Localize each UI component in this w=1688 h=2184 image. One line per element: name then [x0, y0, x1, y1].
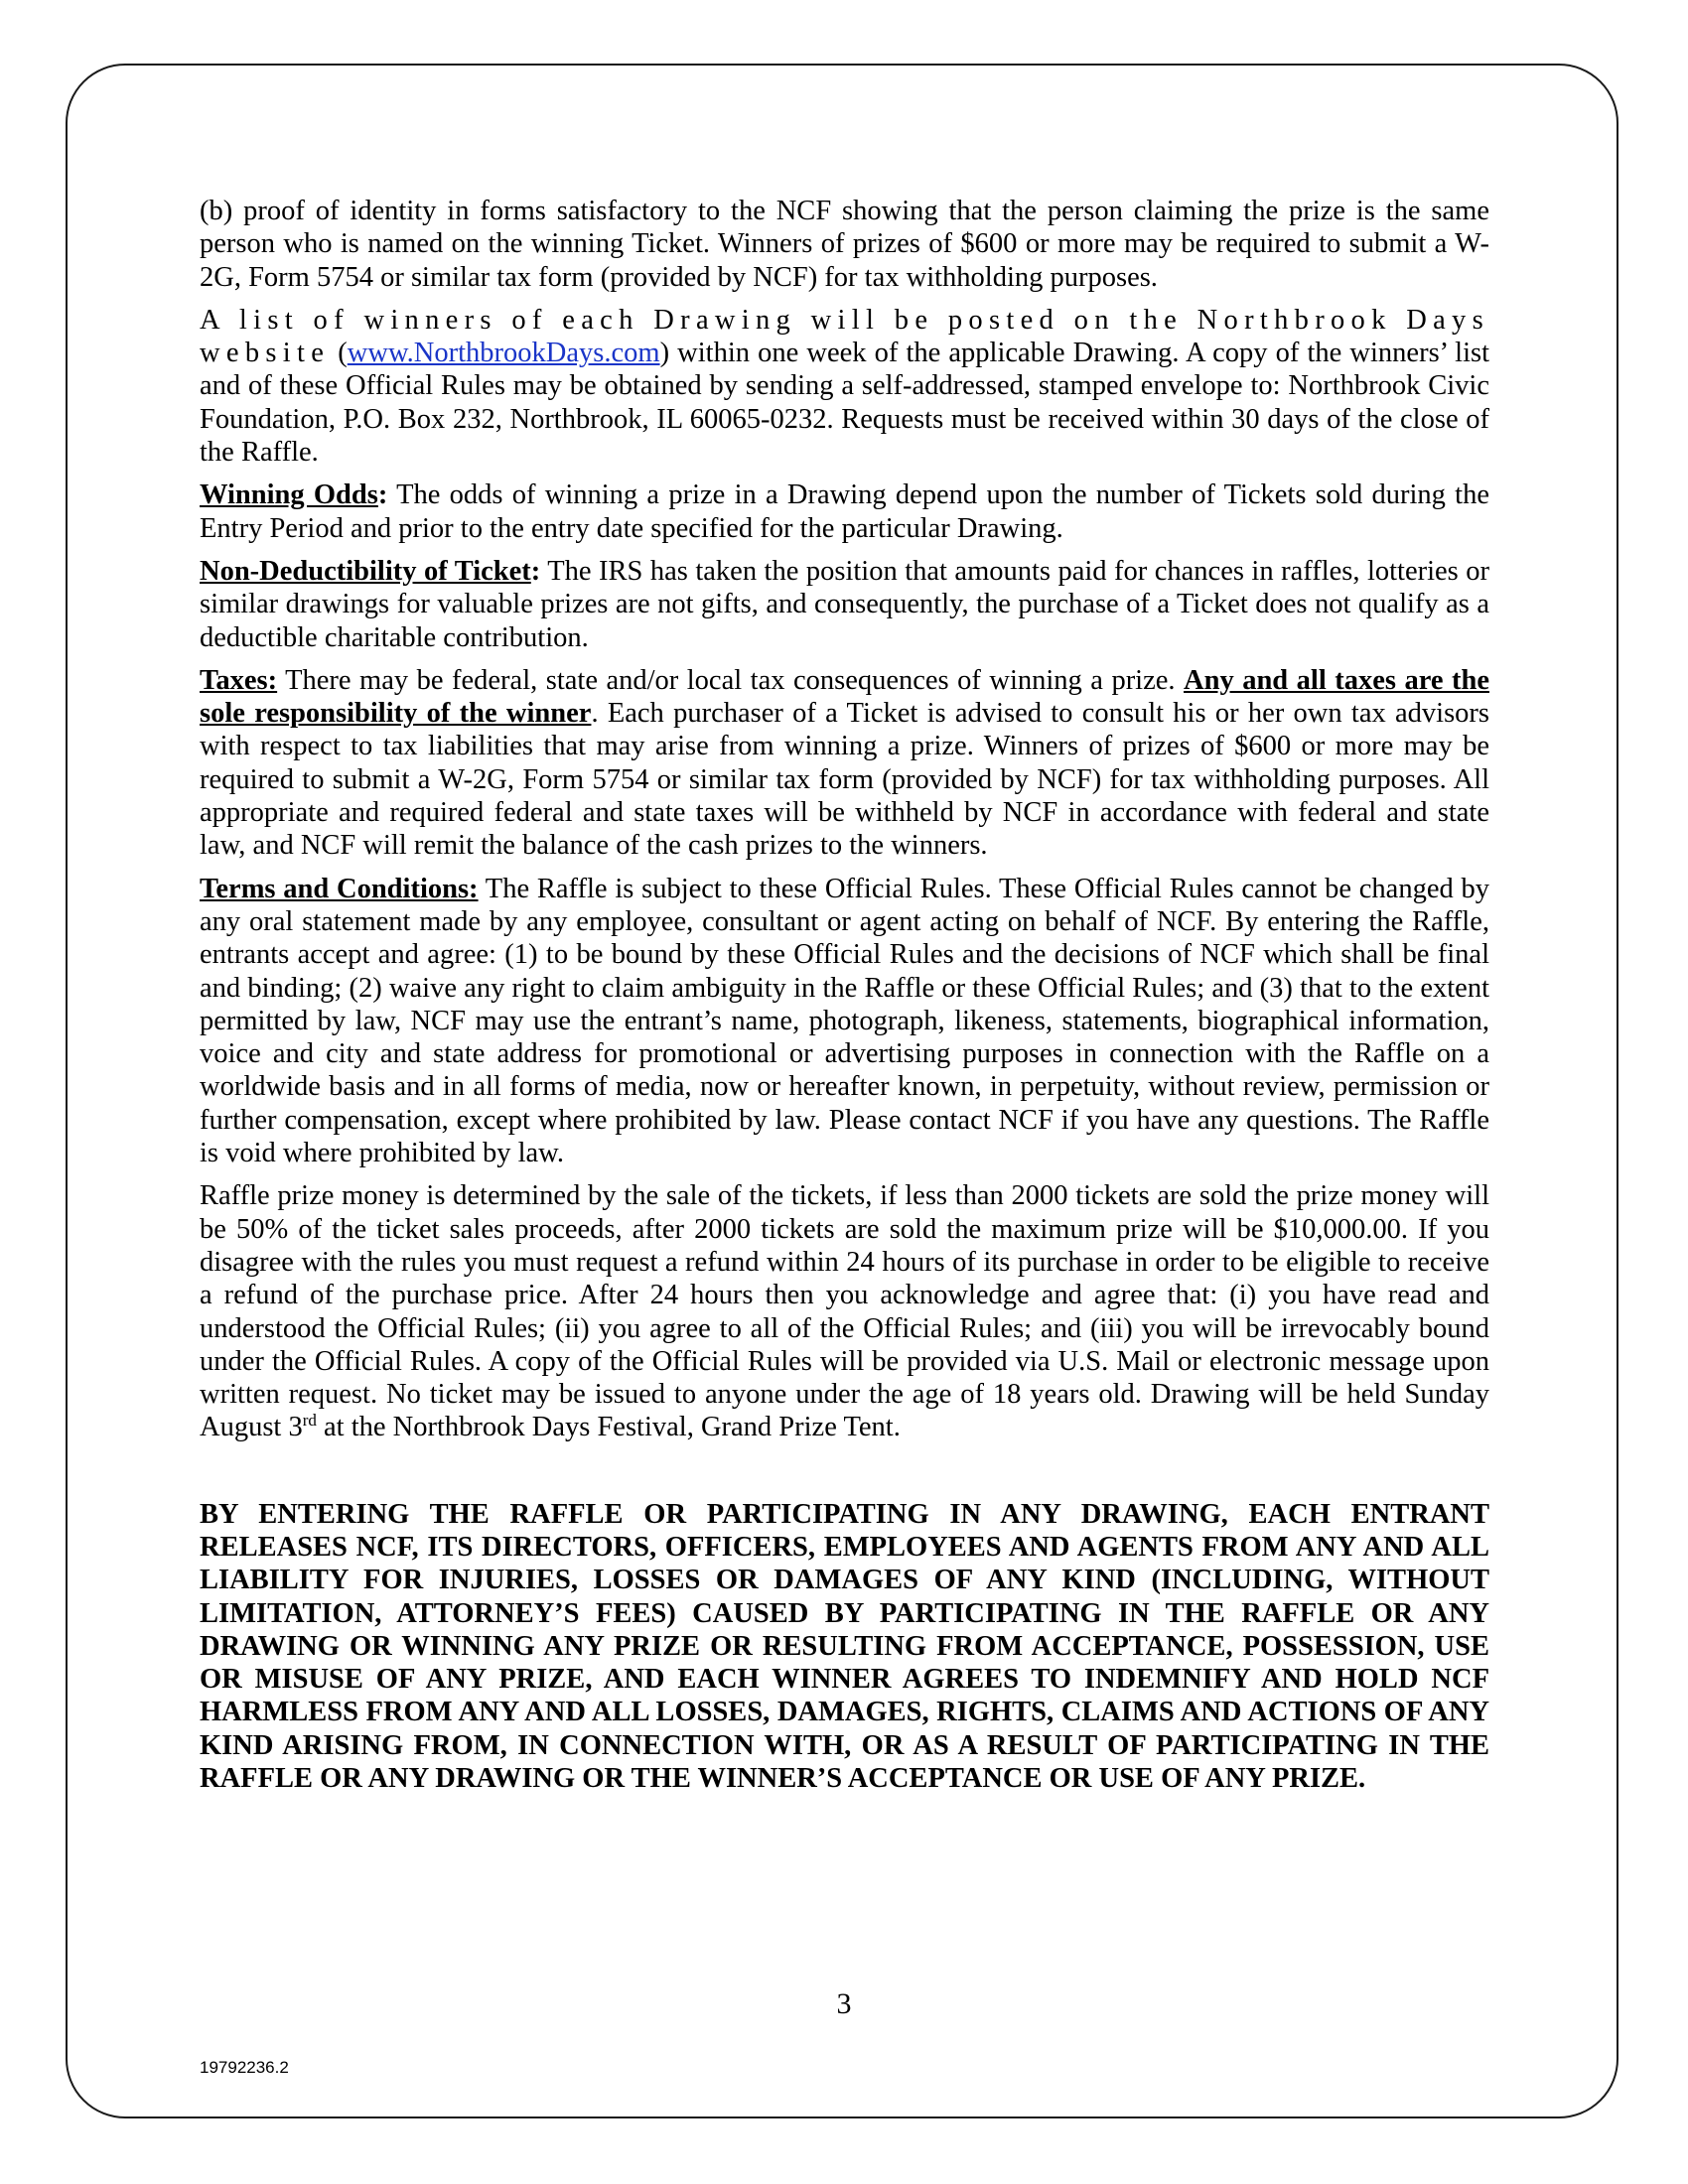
- northbrook-days-website-link[interactable]: www.NorthbrookDays.com: [347, 338, 660, 369]
- release-text: BY ENTERING THE RAFFLE OR PARTICIPATING IN ANY DRAWING, EACH ENTRANT RELEASES NCF, ITS DIRECTORS, OFFICERS, EMPLOYEES AND AGENTS FROM ANY AND ALL LIABILITY FOR INJURIES, LOSSES OR DAMAGES OF ANY KIND (INCLUDING, WITHOUT LIMITATION, ATTORNEY’S FEES) CAUSED BY PARTICIPATING IN THE RAFFLE OR ANY DRAWING OR WINNING ANY PRIZE OR RESULTING FROM ACCEPTANCE, POSSESSION, USE OR MISUSE OF ANY PRIZE, AND EACH WINNER AGREES TO INDEMNIFY AND HOLD NCF HARMLESS FROM ANY AND ALL LOSSES, DAMAGES, RIGHTS, CLAIMS AND ACTIONS OF ANY KIND ARISING FROM, IN CONNECTION WITH, OR AS A RESULT OF PARTICIPATING IN THE RAFFLE OR ANY DRAWING OR THE WINNER’S ACCEPTANCE OR USE OF ANY PRIZE.: [200, 1498, 1489, 1795]
- document-id: 19792236.2: [200, 2058, 289, 2077]
- proof-of-identity-paragraph: [200, 195, 1489, 294]
- proof-of-identity-text: (b) proof of identity in forms satisfactory to the NCF showing that the person claiming the prize is the same person who is named on the winning Ticket. Winners of prizes of $600 or more may be required to submit a W-2G, Form 5754 or similar tax form (provided by NCF) for tax withholding purposes.: [200, 196, 1489, 293]
- page-number: 3: [836, 1987, 852, 2020]
- prize-money-tail: at the Northbrook Days Festival, Grand Prize Tent.: [316, 1412, 901, 1443]
- winning-odds-paragraph: Winning Odds: The odds of winning a prize in a Drawing depend upon the number of Tickets sold during the Entry Period and prior to the entry date specified for the particular Drawing.: [200, 479, 1489, 544]
- taxes-body-1: There may be federal, state and/or local tax consequences of winning a prize.: [277, 664, 1185, 696]
- winners-list-paragraph: A list of winners of each Drawing will be posted on the Northbrook Days website (www.NorthbrookDays.com) within one week of the applicable Drawing. A copy of the winners’ list and of these Official Rules may be obtained by sending a self-addressed, stamped envelope to: Northbrook Civic Foundation, P.O. Box 232, Northbrook, IL 60065-0232. Requests must be received within 30 days of the close of the Raffle.: [200, 304, 1489, 469]
- winners-list-lead: A list of winners of each Drawing will be posted on the Northbrook Days website: [200, 304, 1489, 369]
- non-deductibility-heading: Non-Deductibility of Ticket: [200, 555, 531, 587]
- winning-odds-heading: Winning Odds: [200, 479, 378, 511]
- document-body: [200, 195, 1489, 1805]
- taxes-heading: Taxes:: [200, 664, 278, 696]
- release-of-liability-paragraph: [200, 1498, 1489, 1796]
- terms-and-conditions-paragraph: [200, 873, 1489, 1170]
- non-deductibility-body: The IRS has taken the position that amounts paid for chances in raffles, lotteries or similar drawings for valuable prizes are not gifts, and consequently, the purchase of a Ticket does not qualify as a deductible charitable contribution.: [200, 555, 1489, 653]
- winners-list-rest: ) within one week of the applicable Drawing. A copy of the winners’ list and of these Official Rules may be obtained by sending a self-addressed, stamped envelope to: Northbrook Civic Foundation, P.O. Box 232, Northbrook, IL 60065-0232. Requests must be received within 30 days of the close of the Raffle.: [200, 338, 1489, 469]
- non-deductibility-paragraph: Non-Deductibility of Ticket: The IRS has taken the position that amounts paid for chances in raffles, lotteries or similar drawings for valuable prizes are not gifts, and consequently, the purchase of a Ticket does not qualify as a deductible charitable contribution.: [200, 555, 1489, 653]
- prize-money-paragraph: [200, 1179, 1489, 1443]
- winning-odds-body: The odds of winning a prize in a Drawing depend upon the number of Tickets sold during the Entry Period and prior to the entry date specified for the particular Drawing.: [200, 479, 1489, 544]
- taxes-paragraph: [200, 664, 1489, 863]
- terms-heading: Terms and Conditions:: [200, 873, 479, 904]
- taxes-body-2: . Each purchaser of a Ticket is advised to consult his or her own tax advisors with respect to tax liabilities that may arise from winning a prize. Winners of prizes of $600 or more may be required to submit a W-2G, Form 5754 or similar tax form (provided by NCF) for tax withholding purposes. All appropriate and required federal and state taxes will be withheld by NCF in accordance with federal and state law, and NCF will remit the balance of the cash prizes to the winners.: [200, 698, 1489, 862]
- ordinal-suffix: rd: [302, 1411, 317, 1431]
- prize-money-body: Raffle prize money is determined by the sale of the tickets, if less than 2000 tickets are sold the prize money will be 50% of the ticket sales proceeds, after 2000 tickets are sold the maximum prize will be $10,000.00. If you disagree with the rules you must request a refund within 24 hours of its purchase in order to be eligible to receive a refund of the purchase price. After 24 hours then you acknowledge and agree that: (i) you have read and understood the Official Rules; (ii) you agree to all of the Official Rules; and (iii) you will be irrevocably bound under the Official Rules. A copy of the Official Rules will be provided via U.S. Mail or electronic message upon written request. No ticket may be issued to anyone under the age of 18 years old. Drawing will be held Sunday August 3: [200, 1180, 1489, 1443]
- terms-body: The Raffle is subject to these Official Rules. These Official Rules cannot be changed by any oral statement made by any employee, consultant or agent acting on behalf of NCF. By entering the Raffle, entrants accept and agree: (1) to be bound by these Official Rules and the decisions of NCF which shall be final and binding; (2) waive any right to claim ambiguity in the Raffle or these Official Rules; and (3) that to the extent permitted by law, NCF may use the entrant’s name, photograph, likeness, statements, biographical information, voice and city and state address for promotional or advertising purposes in connection with the Raffle on a worldwide basis and in all forms of media, now or hereafter known, in perpetuity, without review, permission or further compensation, except where prohibited by law. Please contact NCF if you have any questions. The Raffle is void where prohibited by law.: [200, 873, 1489, 1169]
- taxes-emphasis: Any and all taxes are the sole responsibility of the winner: [200, 664, 1489, 730]
